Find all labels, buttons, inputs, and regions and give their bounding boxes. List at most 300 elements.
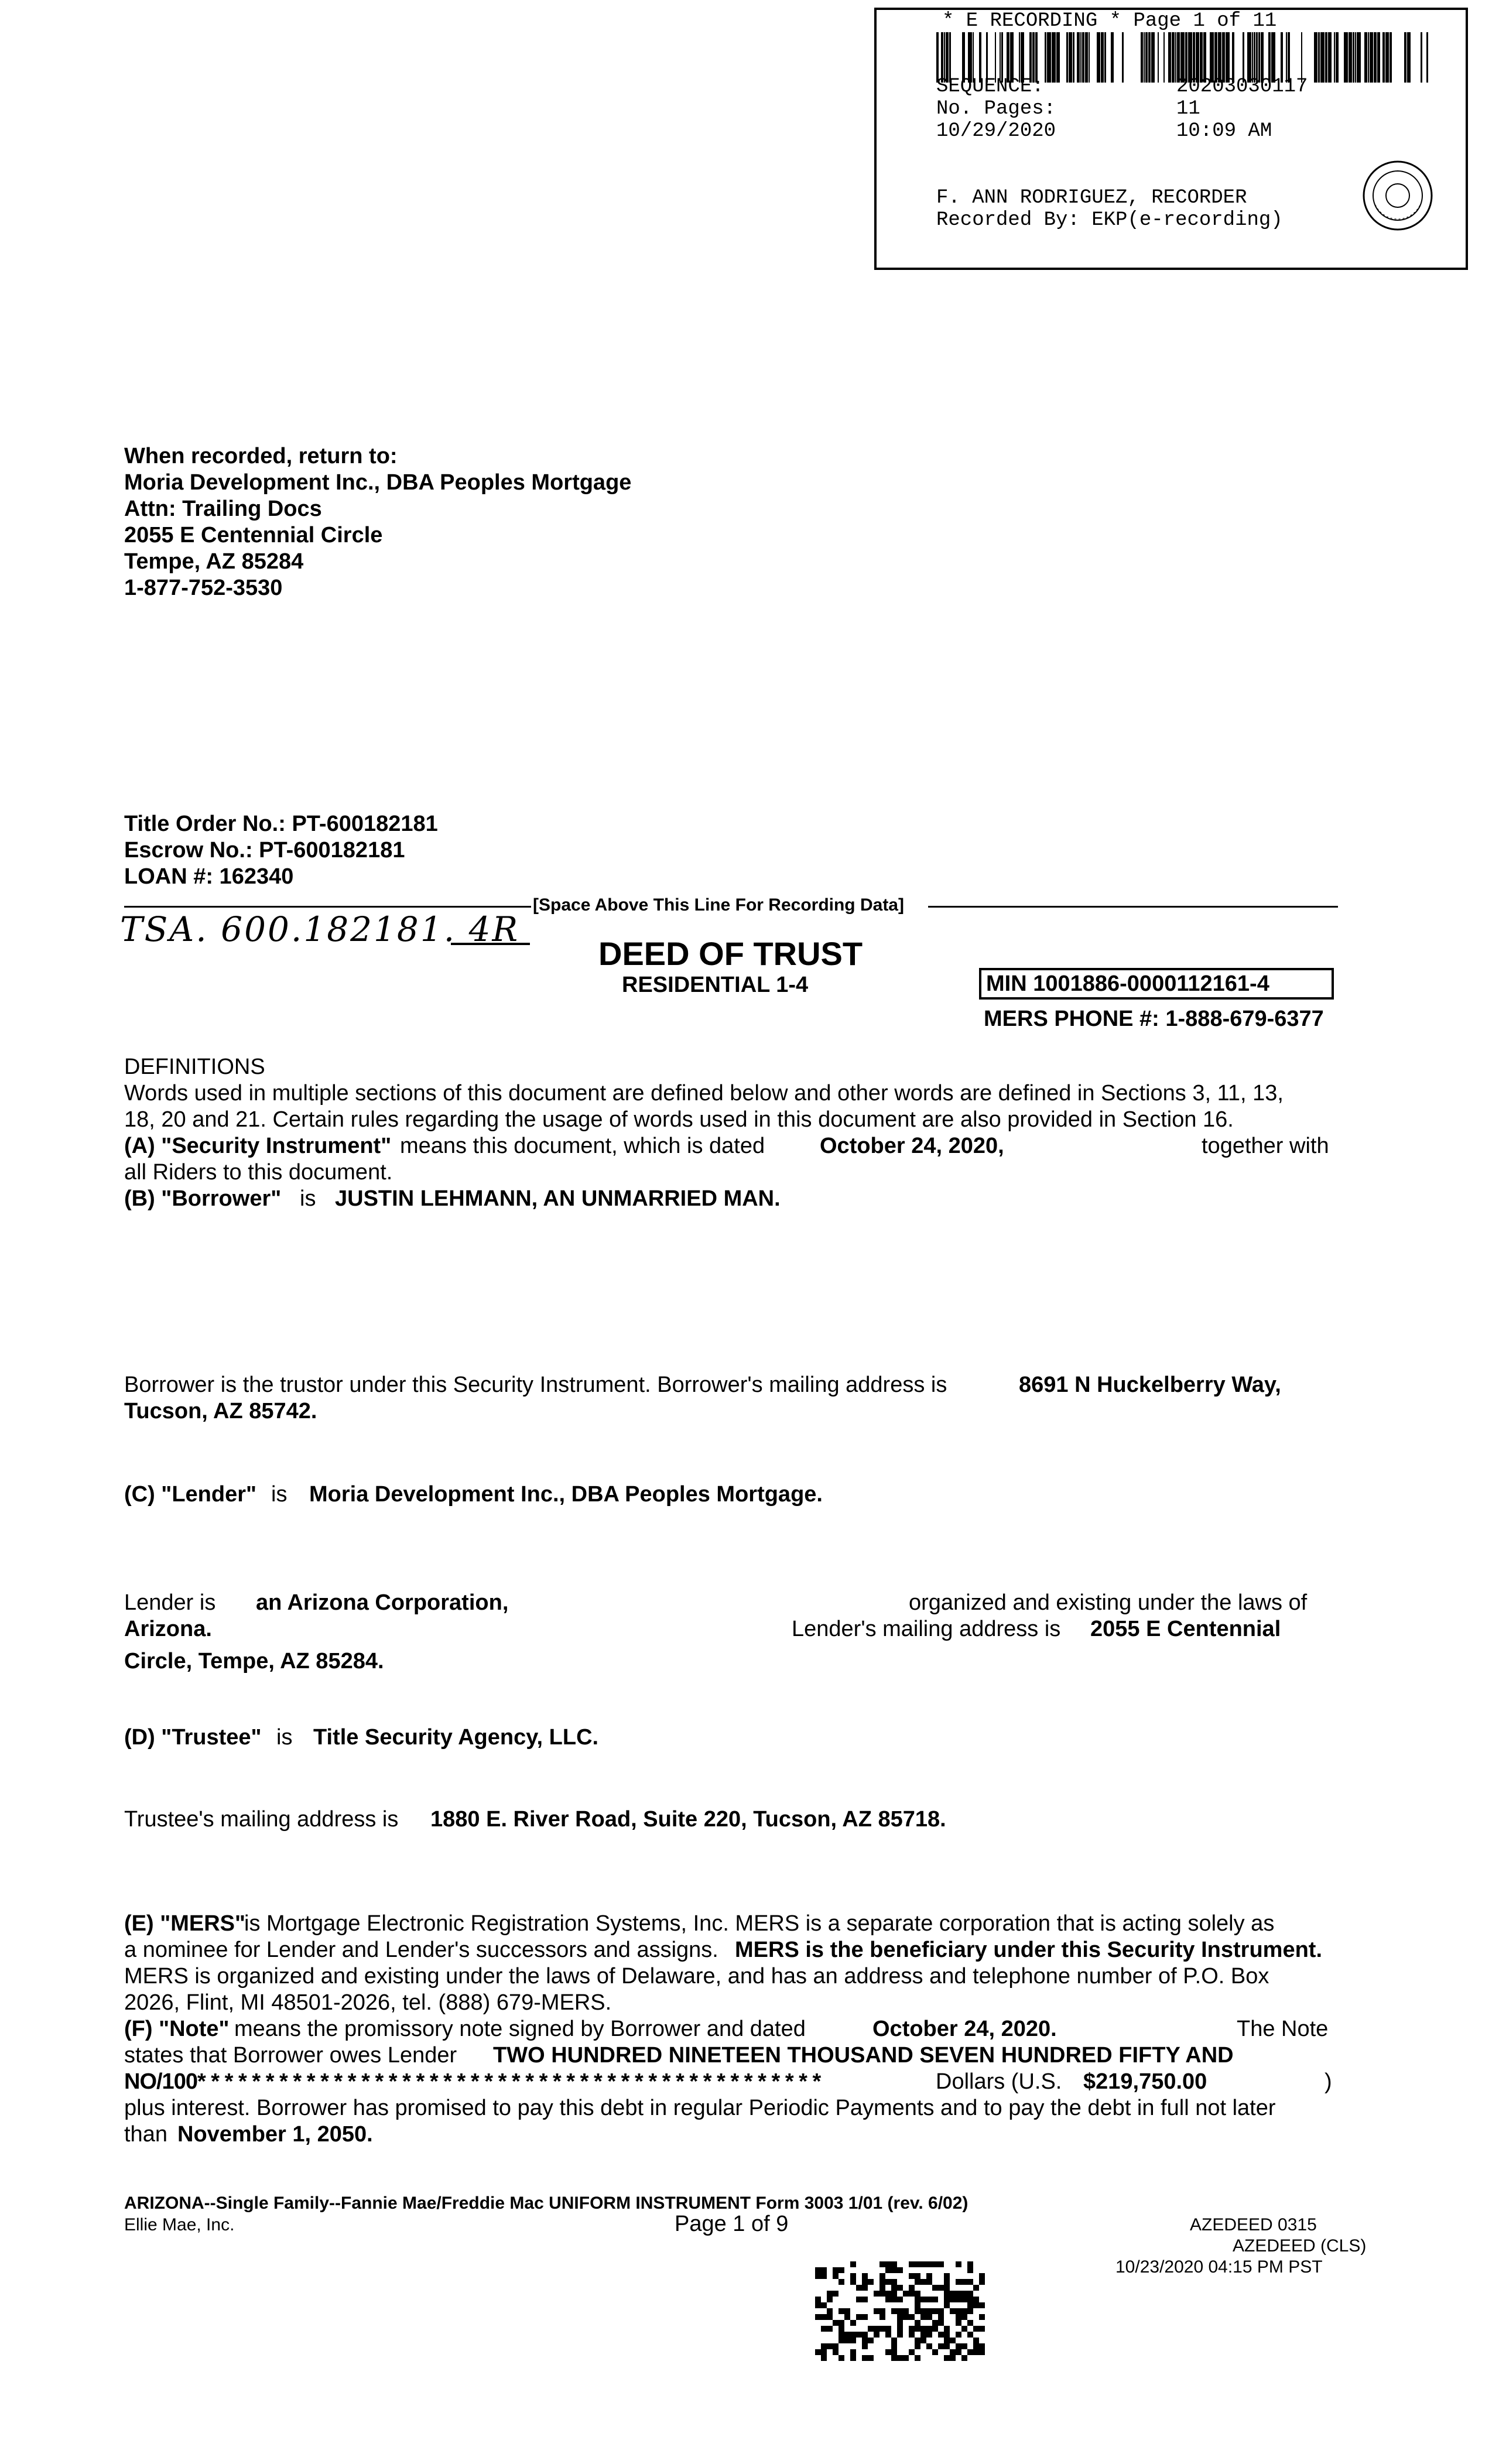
barcode-module [961,2297,967,2302]
definition-c-label: (C) "Lender" [124,1482,257,1507]
borrower-address-line: 8691 N Huckelberry Way, [1019,1373,1281,1397]
barcode-module [944,2343,950,2349]
barcode-module [944,2302,950,2308]
barcode-bar [1144,32,1145,83]
2d-barcode-image [815,2261,985,2361]
barcode-module [891,2349,897,2355]
barcode-module [897,2320,903,2326]
stamp-pages-label: No. Pages: [936,98,1056,120]
return-to-line: 1-877-752-3530 [124,576,283,600]
barcode-bar [1344,32,1348,83]
definition-a-together: together with [1202,1134,1329,1158]
barcode-module [938,2332,944,2338]
definition-f-than: than [124,2122,167,2147]
lender-entity-type: an Arizona Corporation, [256,1590,509,1615]
barcode-module [903,2314,909,2320]
return-to-line: Tempe, AZ 85284 [124,549,304,574]
note-amount-words: TWO HUNDRED NINETEEN THOUSAND SEVEN HUNDRED FIFTY AND [493,2043,1234,2068]
return-to-line: Attn: Trailing Docs [124,497,322,521]
barcode-module [833,2343,839,2349]
definition-a-line2: all Riders to this document. [124,1160,393,1185]
barcode-bar [1377,32,1380,83]
barcode-module [909,2349,915,2355]
barcode-module [956,2343,961,2349]
barcode-bar [1334,32,1335,83]
barcode-module [862,2285,868,2291]
document-title: DEED OF TRUST [598,935,863,972]
barcode-module [827,2326,833,2332]
barcode-module [862,2297,868,2302]
barcode-module [862,2343,868,2349]
barcode-module [879,2261,885,2267]
barcode-bar [1426,32,1428,83]
barcode-module [815,2273,821,2279]
barcode-module [891,2338,897,2343]
barcode-bar [1382,32,1385,83]
barcode-module [909,2273,915,2279]
form-code: AZEDEED (CLS) [1233,2236,1367,2256]
definition-f-the-note: The Note [1237,2017,1329,2041]
barcode-module [850,2338,856,2343]
barcode-module [926,2326,932,2332]
barcode-module [874,2332,879,2338]
barcode-module [839,2355,844,2361]
definitions-intro-line: Words used in multiple sections of this document are defined below and other words are defined in Sections 3, 11, 13, [124,1081,1284,1106]
barcode-bar [1047,32,1051,83]
county-recorder-seal-icon [1361,159,1434,232]
barcode-bar [1056,32,1060,83]
barcode-module [920,2261,926,2267]
barcode-module [891,2285,897,2291]
barcode-bar [1045,32,1046,83]
barcode-bar [1069,32,1072,83]
barcode-module [944,2285,950,2291]
barcode-module [856,2297,862,2302]
barcode-module [944,2355,950,2361]
barcode-module [821,2343,827,2349]
barcode-module [932,2285,938,2291]
barcode-module [862,2273,868,2279]
barcode-bar [1073,32,1074,83]
barcode-bar [1325,32,1327,83]
barcode-module [944,2326,950,2332]
stamp-time: 10:09 AM [1176,120,1272,142]
barcode-module [973,2338,979,2343]
barcode-module [979,2343,985,2349]
barcode-module [938,2285,944,2291]
barcode-module [920,2279,926,2285]
barcode-bar [1077,32,1080,83]
barcode-module [891,2343,897,2349]
barcode-module [891,2267,897,2273]
borrower-address-line: Tucson, AZ 85742. [124,1399,317,1423]
barcode-module [868,2326,874,2332]
barcode-module [944,2338,950,2343]
barcode-module [909,2332,915,2338]
recording-stamp [874,8,1468,270]
barcode-module [961,2314,967,2320]
barcode-module [938,2314,944,2320]
barcode-module [885,2279,891,2285]
barcode-module [961,2308,967,2314]
barcode-bar [1080,32,1082,83]
barcode-module [967,2332,973,2338]
barcode-module [885,2332,891,2338]
barcode-bar [1052,32,1056,83]
return-to-line: 2055 E Centennial Circle [124,523,383,547]
definition-b-label: (B) "Borrower" [124,1186,282,1211]
note-amount: $219,750.00 [1083,2069,1207,2094]
barcode-module [885,2291,891,2297]
barcode-module [839,2332,844,2338]
barcode-module [961,2343,967,2349]
return-to-line: Moria Development Inc., DBA Peoples Mortgage [124,470,632,495]
barcode-module [950,2308,956,2314]
recording-divider-right [928,906,1338,908]
barcode-module [979,2314,985,2320]
borrower-name: JUSTIN LEHMANN, AN UNMARRIED MAN. [335,1186,781,1211]
definitions-intro-line: 18, 20 and 21. Certain rules regarding the usage of words used in this document are also provided in Section 16. [124,1107,1234,1132]
barcode-module [850,2279,856,2285]
barcode-module [956,2261,961,2267]
barcode-module [950,2355,956,2361]
barcode-bar [1318,32,1320,83]
barcode-module [891,2355,897,2361]
barcode-module [903,2308,909,2314]
barcode-module [885,2297,891,2302]
barcode-module [973,2343,979,2349]
barcode-module [862,2338,868,2343]
barcode-module [967,2267,973,2273]
barcode-module [973,2285,979,2291]
barcode-module [915,2273,920,2279]
barcode-bar [1104,32,1106,83]
barcode-module [956,2349,961,2355]
barcode-module [821,2302,827,2308]
barcode-module [932,2326,938,2332]
barcode-module [879,2326,885,2332]
barcode-module [915,2297,920,2302]
barcode-module [920,2338,926,2343]
barcode-module [915,2338,920,2343]
barcode-module [950,2291,956,2297]
definition-e-line: a nominee for Lender and Lender's successors and assigns. [124,1938,718,1962]
barcode-bar [1320,32,1325,83]
barcode-module [932,2261,938,2267]
barcode-module [944,2273,950,2279]
barcode-module [833,2291,839,2297]
barcode-bar [1097,32,1100,83]
barcode-module [897,2326,903,2332]
space-above-label: [Space Above This Line For Recording Data] [533,895,904,915]
recording-divider-left [124,906,531,908]
barcode-bar [1364,32,1367,83]
note-date: October 24, 2020. [872,2017,1057,2041]
definition-f-label: (F) "Note" [124,2017,230,2041]
barcode-module [868,2338,874,2343]
barcode-module [956,2279,961,2285]
note-amount-close: ) [1325,2069,1332,2094]
barcode-module [815,2302,821,2308]
definition-e-line: MERS is organized and existing under the laws of Delaware, and has an address and telephone number of P.O. Box [124,1964,1269,1989]
lender-address-line: Circle, Tempe, AZ 85284. [124,1649,384,1674]
barcode-module [897,2297,903,2302]
form-code: AZEDEED 0315 [1190,2215,1317,2234]
barcode-module [979,2349,985,2355]
barcode-bar [1151,32,1155,83]
barcode-module [891,2279,897,2285]
barcode-module [844,2338,850,2343]
barcode-module [950,2349,956,2355]
barcode-module [856,2314,862,2320]
barcode-module [956,2291,961,2297]
barcode-module [967,2308,973,2314]
definition-d-label: (D) "Trustee" [124,1725,262,1750]
barcode-bar [1101,32,1104,83]
barcode-module [903,2355,909,2361]
barcode-module [821,2355,827,2361]
barcode-module [879,2279,885,2285]
definition-b-is: is [300,1186,316,1211]
stamp-pages-value: 11 [1176,98,1200,120]
barcode-module [874,2308,879,2314]
barcode-module [868,2355,874,2361]
lender-state: Arizona. [124,1617,212,1641]
barcode-bar [1336,32,1339,83]
definitions-heading: DEFINITIONS [124,1055,265,1079]
barcode-module [956,2332,961,2338]
barcode-module [938,2320,944,2326]
barcode-bar [1314,32,1317,83]
barcode-module [961,2326,967,2332]
barcode-module [821,2267,827,2273]
barcode-module [879,2273,885,2279]
barcode-module [915,2291,920,2297]
barcode-module [909,2291,915,2297]
barcode-module [926,2343,932,2349]
barcode-module [885,2326,891,2332]
barcode-bar [1082,32,1084,83]
barcode-bar [1385,32,1389,83]
barcode-bar [1328,32,1332,83]
barcode-module [833,2273,839,2279]
min-number: MIN 1001886-0000112161-4 [986,971,1269,996]
definition-f-line: plus interest. Borrower has promised to pay this debt in regular Periodic Payments and to pay the debt in full not later [124,2096,1276,2120]
barcode-module [961,2279,967,2285]
barcode-module [973,2297,979,2302]
barcode-module [821,2326,827,2332]
barcode-module [938,2343,944,2349]
barcode-bar [1355,32,1356,83]
escrow-number: Escrow No.: PT-600182181 [124,838,405,863]
barcode-module [932,2297,938,2302]
software-vendor: Ellie Mae, Inc. [124,2215,235,2234]
lender-organized-text: organized and existing under the laws of [909,1590,1308,1615]
barcode-bar [1353,32,1354,83]
loan-number: LOAN #: 162340 [124,864,294,889]
handwritten-underline [451,943,530,945]
barcode-module [932,2320,938,2326]
barcode-module [920,2308,926,2314]
barcode-bar [1111,32,1114,83]
barcode-module [926,2297,932,2302]
barcode-module [920,2326,926,2332]
barcode-module [950,2297,956,2302]
barcode-module [973,2349,979,2355]
barcode-bar [1374,32,1377,83]
barcode-module [950,2338,956,2343]
barcode-module [821,2314,827,2320]
barcode-module [926,2332,932,2338]
barcode-module [879,2314,885,2320]
barcode-module [833,2267,839,2273]
definition-e-line: is Mortgage Electronic Registration Systems, Inc. MERS is a separate corporation that is acting solely as [244,1911,1275,1936]
barcode-module [850,2332,856,2338]
barcode-module [839,2267,844,2273]
barcode-module [897,2355,903,2361]
barcode-module [915,2320,920,2326]
page-number: Page 1 of 9 [675,2212,789,2236]
barcode-module [821,2349,827,2355]
maturity-date: November 1, 2050. [177,2122,373,2147]
barcode-module [868,2279,874,2285]
barcode-module [885,2349,891,2355]
definition-a-text: means this document, which is dated [400,1134,765,1158]
barcode-module [850,2273,856,2279]
lender-is-label: Lender is [124,1590,216,1615]
barcode-module [879,2291,885,2297]
definition-c-is: is [271,1482,288,1507]
barcode-module [815,2297,821,2302]
barcode-bar [1163,32,1165,83]
barcode-module [839,2326,844,2332]
barcode-module [833,2320,839,2326]
barcode-module [915,2279,920,2285]
barcode-module [839,2338,844,2343]
dollars-label: Dollars (U.S. [936,2069,1062,2094]
barcode-module [850,2320,856,2326]
barcode-module [956,2308,961,2314]
barcode-bar [1370,32,1373,83]
return-to-heading: When recorded, return to: [124,444,398,468]
barcode-module [956,2297,961,2302]
barcode-module [856,2332,862,2338]
barcode-bar [1357,32,1361,83]
barcode-module [944,2297,950,2302]
barcode-module [850,2261,856,2267]
barcode-module [956,2314,961,2320]
print-timestamp: 10/23/2020 04:15 PM PST [1115,2257,1323,2277]
barcode-module [944,2279,950,2285]
trustee-name: Title Security Agency, LLC. [313,1725,599,1750]
barcode-module [920,2332,926,2338]
barcode-bar [1349,32,1352,83]
stamp-sequence-value: 20203030117 [1176,76,1308,98]
barcode-module [862,2279,868,2285]
barcode-module [915,2326,920,2332]
barcode-bar [1089,32,1090,83]
barcode-module [862,2332,868,2338]
barcode-module [891,2297,897,2302]
barcode-module [967,2320,973,2326]
barcode-module [856,2285,862,2291]
barcode-module [926,2314,932,2320]
barcode-module [827,2314,833,2320]
barcode-module [862,2314,868,2320]
barcode-module [967,2261,973,2267]
barcode-module [932,2308,938,2314]
barcode-module [967,2349,973,2355]
barcode-module [961,2291,967,2297]
barcode-module [874,2326,879,2332]
barcode-module [967,2279,973,2285]
barcode-module [909,2285,915,2291]
barcode-module [944,2291,950,2297]
barcode-module [891,2261,897,2267]
definition-d-is: is [276,1725,293,1750]
stamp-recorder: F. ANN RODRIGUEZ, RECORDER [936,187,1247,209]
definition-e-line: 2026, Flint, MI 48501-2026, tel. (888) 679-MERS. [124,1990,612,2015]
barcode-module [903,2291,909,2297]
barcode-module [932,2349,938,2355]
barcode-module [827,2291,833,2297]
security-instrument-date: October 24, 2020, [820,1134,1004,1158]
barcode-module [885,2261,891,2267]
barcode-bar [1407,32,1411,83]
trustor-text: Borrower is the trustor under this Security Instrument. Borrower's mailing address is [124,1373,947,1397]
definition-e-label: (E) "MERS" [124,1911,246,1936]
stamp-sequence-label: SEQUENCE: [936,76,1044,98]
barcode-module [938,2308,944,2314]
barcode-module [909,2314,915,2320]
barcode-module [827,2308,833,2314]
barcode-bar [1404,32,1406,83]
barcode-module [967,2297,973,2302]
barcode-module [827,2297,833,2302]
barcode-module [973,2326,979,2332]
barcode-bar [1158,32,1159,83]
barcode-module [915,2302,920,2308]
barcode-module [909,2261,915,2267]
lender-mailing-label: Lender's mailing address is [792,1617,1061,1641]
barcode-module [973,2302,979,2308]
barcode-module [815,2314,821,2320]
barcode-module [915,2308,920,2314]
title-order-number: Title Order No.: PT-600182181 [124,812,438,836]
stamp-header: * E RECORDING * Page 1 of 11 [942,10,1277,32]
barcode-module [909,2326,915,2332]
barcode-module [920,2314,926,2320]
stamp-date: 10/29/2020 [936,120,1056,142]
barcode-bar [1066,32,1068,83]
barcode-module [897,2332,903,2338]
handwritten-note: TSA. 600.182181. 4R [120,909,520,949]
barcode-module [839,2308,844,2314]
barcode-bar [1390,32,1392,83]
barcode-module [926,2279,932,2285]
barcode-module [850,2355,856,2361]
barcode-module [839,2279,844,2285]
barcode-module [967,2291,973,2297]
barcode-bar [1145,32,1148,83]
barcode-module [897,2267,903,2273]
barcode-bar [1172,32,1175,83]
barcode-module [920,2297,926,2302]
barcode-module [844,2314,850,2320]
min-box [979,968,1334,1000]
mers-beneficiary-statement: MERS is the beneficiary under this Security Instrument. [735,1938,1323,1962]
barcode-module [844,2308,850,2314]
